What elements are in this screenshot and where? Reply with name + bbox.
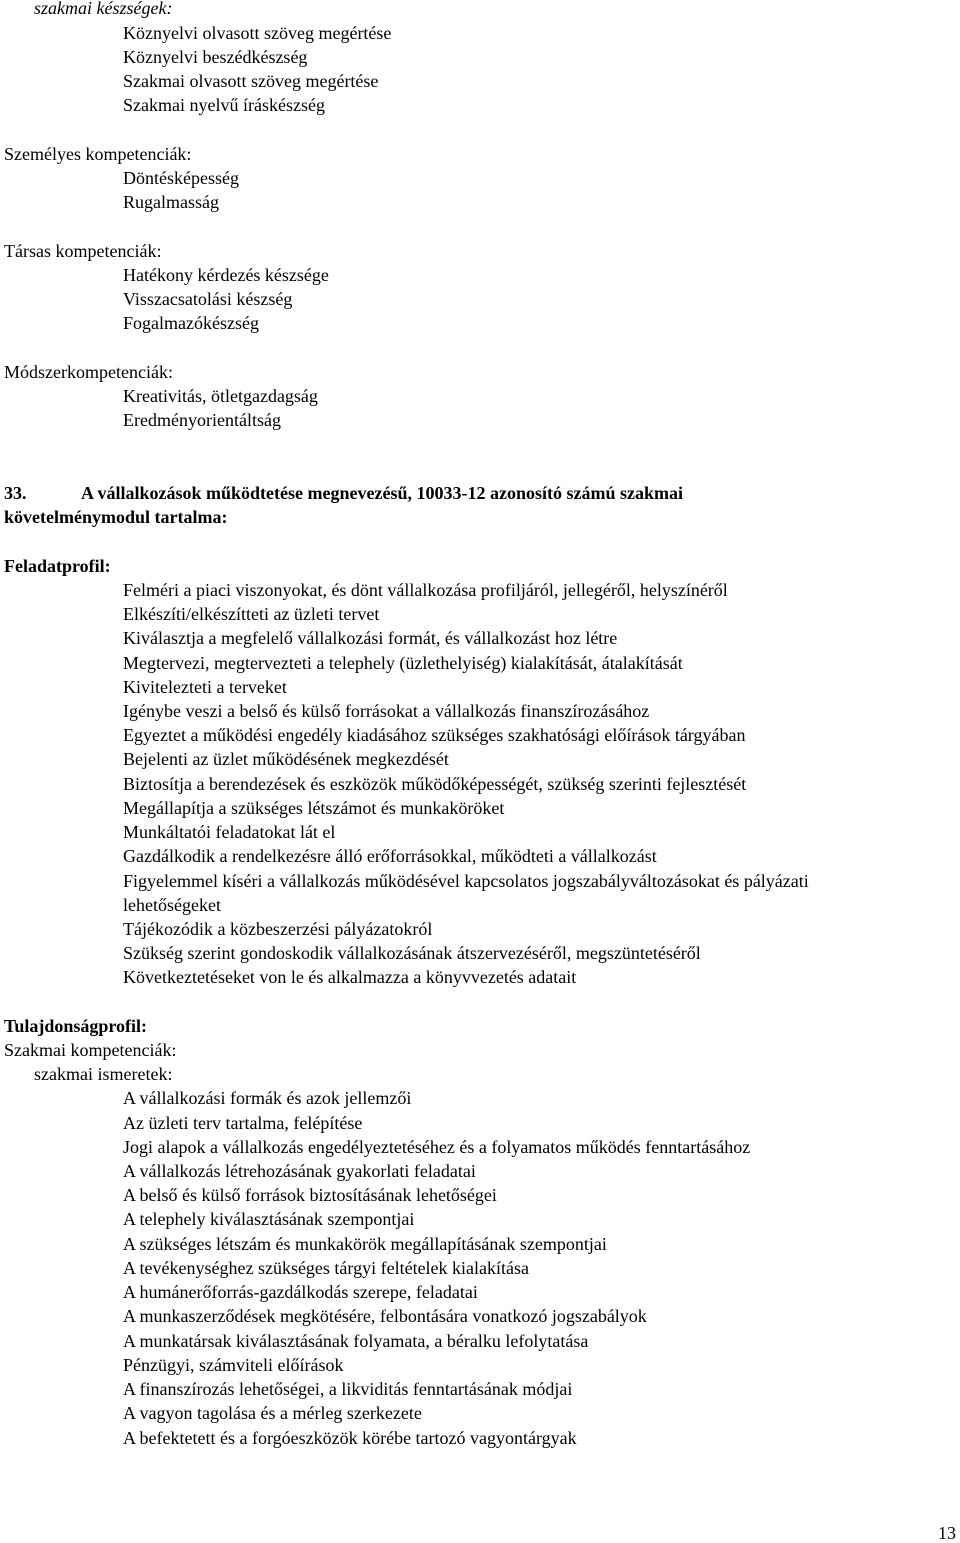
- task-item: Egyeztet a működési engedély kiadásához szükséges szakhatósági előírások tárgyában: [123, 725, 746, 745]
- section-title-continued: követelménymodul tartalma:: [4, 507, 228, 527]
- task-item: Kiválasztja a megfelelő vállalkozási formát, és vállalkozást hoz létre: [123, 628, 618, 648]
- page-number: 13: [938, 1523, 956, 1543]
- knowledge-item: A finanszírozás lehetőségei, a likviditás fenntartásának módjai: [123, 1379, 573, 1399]
- method-item: Kreativitás, ötletgazdagság: [123, 386, 318, 406]
- task-item: Igénybe veszi a belső és külső forrásokat a vállalkozás finanszírozásához: [123, 701, 650, 721]
- knowledge-item: A vagyon tagolása és a mérleg szerkezete: [123, 1403, 422, 1423]
- professional-knowledge-label: szakmai ismeretek:: [34, 1064, 173, 1084]
- professional-competencies-label: Szakmai kompetenciák:: [4, 1040, 177, 1060]
- skill-item: Szakmai olvasott szöveg megértése: [123, 71, 379, 91]
- task-item: Munkáltatói feladatokat lát el: [123, 822, 336, 842]
- personal-item: Rugalmasság: [123, 192, 219, 212]
- knowledge-item: A telephely kiválasztásának szempontjai: [123, 1209, 415, 1229]
- property-profile-label: Tulajdonságprofil:: [4, 1016, 148, 1036]
- knowledge-item: Jogi alapok a vállalkozás engedélyeztetéséhez és a folyamatos működés fenntartásához: [123, 1137, 751, 1157]
- knowledge-item: A munkaszerződések megkötésére, felbontására vonatkozó jogszabályok: [123, 1306, 647, 1326]
- knowledge-item: Pénzügyi, számviteli előírások: [123, 1355, 344, 1375]
- knowledge-item: A munkatársak kiválasztásának folyamata, a béralku lefolytatása: [123, 1331, 589, 1351]
- knowledge-item: A humánerőforrás-gazdálkodás szerepe, feladatai: [123, 1282, 478, 1302]
- task-profile-label: Feladatprofil:: [4, 556, 111, 576]
- social-competencies-label: Társas kompetenciák:: [4, 241, 162, 261]
- task-item-continued: lehetőségeket: [123, 895, 221, 915]
- task-item: Kivitelezteti a terveket: [123, 677, 287, 697]
- task-item: Megtervezi, megtervezteti a telephely (üzlethelyiség) kialakítását, átalakítását: [123, 653, 683, 673]
- knowledge-item: A szükséges létszám és munkakörök megállapításának szempontjai: [123, 1234, 607, 1254]
- skill-item: Köznyelvi olvasott szöveg megértése: [123, 23, 392, 43]
- task-item: Biztosítja a berendezések és eszközök működőképességét, szükség szerinti fejlesztését: [123, 774, 747, 794]
- social-item: Hatékony kérdezés készsége: [123, 265, 329, 285]
- social-item: Fogalmazókészség: [123, 313, 259, 333]
- knowledge-item: A vállalkozási formák és azok jellemzői: [123, 1088, 412, 1108]
- knowledge-item: A belső és külső források biztosításának lehetőségei: [123, 1185, 497, 1205]
- task-item: Szükség szerint gondoskodik vállalkozásának átszervezéséről, megszüntetéséről: [123, 943, 701, 963]
- task-item: Tájékozódik a közbeszerzési pályázatokról: [123, 919, 433, 939]
- task-item: Figyelemmel kíséri a vállalkozás működésével kapcsolatos jogszabályváltozásokat és pályázati: [123, 871, 809, 891]
- personal-competencies-label: Személyes kompetenciák:: [4, 144, 192, 164]
- task-item: Felméri a piaci viszonyokat, és dönt vállalkozása profiljáról, jellegéről, helyszínéről: [123, 580, 728, 600]
- task-item: Következtetéseket von le és alkalmazza a könyvvezetés adatait: [123, 967, 577, 987]
- social-item: Visszacsatolási készség: [123, 289, 293, 309]
- section-title: A vállalkozások működtetése megnevezésű, 10033-12 azonosító számú szakmai: [81, 483, 683, 503]
- task-item: Bejelenti az üzlet működésének megkezdését: [123, 749, 449, 769]
- knowledge-item: A befektetett és a forgóeszközök körébe tartozó vagyontárgyak: [123, 1428, 577, 1448]
- skills-label: szakmai készségek:: [34, 0, 173, 18]
- skill-item: Köznyelvi beszédkészség: [123, 47, 308, 67]
- task-item: Gazdálkodik a rendelkezésre álló erőforrásokkal, működteti a vállalkozást: [123, 846, 657, 866]
- task-item: Elkészíti/elkészítteti az üzleti tervet: [123, 604, 380, 624]
- skill-item: Szakmai nyelvű íráskészség: [123, 95, 325, 115]
- method-competencies-label: Módszerkompetenciák:: [4, 362, 173, 382]
- knowledge-item: A tevékenységhez szükséges tárgyi feltételek kialakítása: [123, 1258, 530, 1278]
- method-item: Eredményorientáltság: [123, 410, 281, 430]
- task-item: Megállapítja a szükséges létszámot és munkaköröket: [123, 798, 505, 818]
- section-number: 33.: [4, 483, 27, 503]
- knowledge-item: A vállalkozás létrehozásának gyakorlati feladatai: [123, 1161, 476, 1181]
- knowledge-item: Az üzleti terv tartalma, felépítése: [123, 1113, 363, 1133]
- personal-item: Döntésképesség: [123, 168, 239, 188]
